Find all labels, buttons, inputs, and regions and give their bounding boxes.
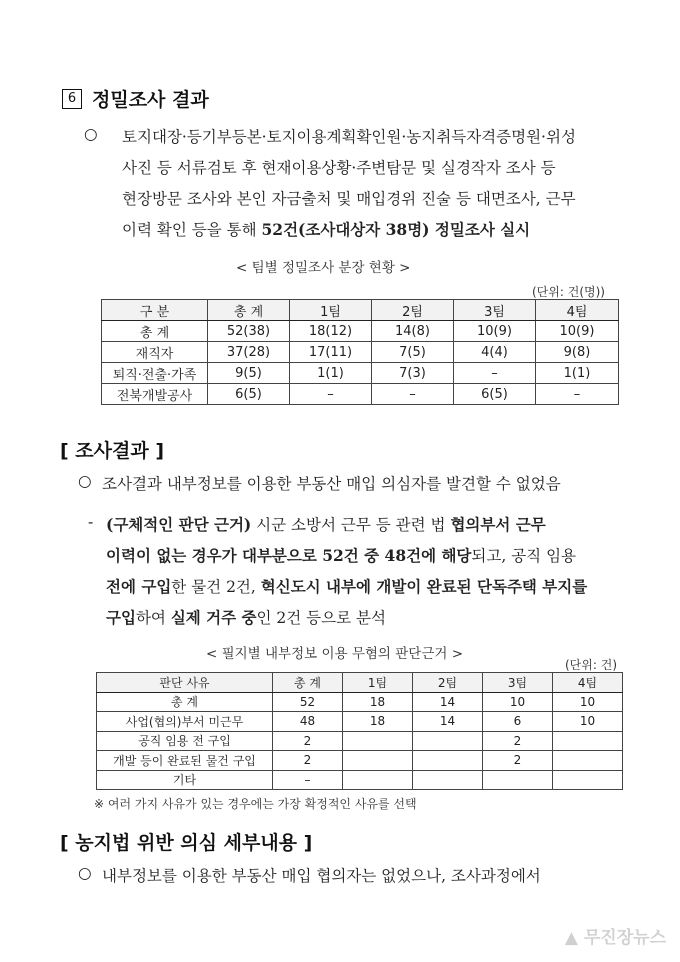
para1-line4	[122, 218, 530, 240]
header-cell: 2팀	[413, 673, 483, 693]
table-cell: 18(12)	[290, 321, 372, 342]
section-6-title: 정밀조사 결과	[92, 89, 209, 111]
table-cell: 14	[413, 692, 483, 712]
farmland-text: 내부정보를 이용한 부동산 매입 협의자는 없었으나, 조사과정에서	[102, 867, 541, 885]
table2-title: < 필지별 내부정보 이용 무혐의 판단근거 >	[206, 646, 464, 662]
result-detail-line4	[106, 606, 386, 628]
header-cell: 4팀	[553, 673, 623, 693]
table-cell: 2	[483, 751, 553, 771]
table-cell: 1(1)	[290, 363, 372, 384]
table-cell: 14(8)	[372, 321, 454, 342]
detail-text: 한 물건 2건,	[171, 578, 261, 596]
detail-bold: (구체적인 판단 근거)	[106, 515, 252, 534]
result-section-heading: [ 조사결과 ]	[60, 440, 165, 462]
table-cell: 18	[343, 712, 413, 732]
header-cell: 1팀	[290, 300, 372, 321]
table1-unit: (단위: 건(명))	[532, 285, 605, 299]
table-cell: 공직 임용 전 구입	[97, 731, 273, 751]
table-cell: –	[290, 384, 372, 405]
section-number-box: 6	[62, 89, 82, 109]
table-cell: 4(4)	[454, 342, 536, 363]
table-cell: 14	[413, 712, 483, 732]
table-row	[97, 731, 623, 751]
header-cell: 총 계	[273, 673, 343, 693]
detail-bold: 이력이 없는 경우가 대부분으로 52건 중 48건에 해당	[106, 546, 472, 565]
result-summary: 조사결과 내부정보를 이용한 부동산 매입 의심자를 발견할 수 없었음	[102, 475, 561, 493]
para1-line3: 현장방문 조사와 본인 자금출처 및 매입경위 진술 등 대면조사, 근무	[122, 190, 576, 208]
section-6-heading	[62, 85, 209, 112]
table-cell: 10(9)	[454, 321, 536, 342]
table-cell: 퇴직·전출·가족	[102, 363, 208, 384]
detail-bold: 구입	[106, 608, 136, 627]
table-cell: 전북개발공사	[102, 384, 208, 405]
table-cell: 총 계	[97, 692, 273, 712]
table-header-row	[97, 673, 623, 693]
header-cell: 총 계	[208, 300, 290, 321]
table-cell: 10	[483, 692, 553, 712]
table-row	[97, 712, 623, 732]
header-cell: 1팀	[343, 673, 413, 693]
table-cell: –	[372, 384, 454, 405]
table-cell: 총 계	[102, 321, 208, 342]
table-cell	[343, 731, 413, 751]
table-row	[102, 321, 619, 342]
header-cell: 구 분	[102, 300, 208, 321]
dash: -	[88, 513, 94, 531]
table-cell: 18	[343, 692, 413, 712]
news-watermark	[565, 923, 666, 948]
table-cell: –	[454, 363, 536, 384]
detail-text: 인 2건 등으로 분석	[256, 609, 386, 627]
table-row	[97, 770, 623, 790]
table-cell	[553, 751, 623, 771]
table-cell: 사업(협의)부서 미근무	[97, 712, 273, 732]
result-detail-line3	[106, 575, 587, 597]
table2-unit: (단위: 건)	[565, 658, 617, 672]
farmland-section-heading: [ 농지법 위반 의심 세부내용 ]	[60, 832, 313, 854]
table-cell	[413, 731, 483, 751]
table-cell: 재직자	[102, 342, 208, 363]
table-row	[97, 692, 623, 712]
detail-text: 시군 소방서 근무 등 관련 법	[251, 516, 451, 534]
header-cell: 3팀	[454, 300, 536, 321]
judgment-basis-table	[96, 672, 623, 790]
detail-bold: 실제 거주 중	[170, 608, 257, 627]
table-cell: 10	[553, 712, 623, 732]
table-row	[102, 384, 619, 405]
table-cell: 52	[273, 692, 343, 712]
table-cell	[553, 731, 623, 751]
detail-bold: 협의부서 근무	[450, 515, 546, 534]
table-cell: 개발 등이 완료된 물건 구입	[97, 751, 273, 771]
header-cell: 3팀	[483, 673, 553, 693]
table-cell	[553, 770, 623, 790]
bullet: ○	[78, 472, 92, 490]
table-cell	[413, 751, 483, 771]
watermark-logo-icon: ▲	[564, 928, 578, 948]
table2-footnote: ※ 여러 가지 사유가 있는 경우에는 가장 확정적인 사유를 선택	[94, 797, 417, 811]
para1-line4-bold: 52건(조사대상자 38명) 정밀조사 실시	[261, 220, 531, 239]
bullet: ○	[84, 125, 98, 143]
table-cell: –	[273, 770, 343, 790]
result-detail-line1	[106, 513, 546, 535]
table-cell: 9(8)	[536, 342, 619, 363]
table-cell: 37(28)	[208, 342, 290, 363]
table-cell: 17(11)	[290, 342, 372, 363]
header-cell: 4팀	[536, 300, 619, 321]
table-cell: 2	[273, 731, 343, 751]
watermark-text: 무진장뉴스	[583, 928, 666, 948]
table-cell: 9(5)	[208, 363, 290, 384]
table-cell: 7(3)	[372, 363, 454, 384]
table-cell	[343, 770, 413, 790]
table-cell	[343, 751, 413, 771]
table-cell: 2	[273, 751, 343, 771]
table-row	[102, 342, 619, 363]
para1-line4-text: 이력 확인 등을 통해	[122, 221, 262, 239]
table-cell: 6	[483, 712, 553, 732]
table-cell: 10(9)	[536, 321, 619, 342]
table-cell	[483, 770, 553, 790]
table-cell: 기타	[97, 770, 273, 790]
table-cell: 1(1)	[536, 363, 619, 384]
team-assignment-table	[101, 299, 619, 405]
detail-text: 되고, 공직 임용	[471, 547, 577, 565]
table-cell: 2	[483, 731, 553, 751]
table-cell: 6(5)	[208, 384, 290, 405]
header-cell: 2팀	[372, 300, 454, 321]
header-cell: 판단 사유	[97, 673, 273, 693]
detail-bold: 전에 구입	[106, 577, 172, 596]
table-cell: 10	[553, 692, 623, 712]
table-cell: 52(38)	[208, 321, 290, 342]
bullet: ○	[78, 864, 92, 882]
para1-line1: 토지대장·등기부등본·토지이용계획확인원·농지취득자격증명원·위성	[122, 128, 576, 146]
table-cell: 6(5)	[454, 384, 536, 405]
table1-title: < 팀별 정밀조사 분장 현황 >	[236, 260, 411, 276]
table-cell	[413, 770, 483, 790]
table-cell: –	[536, 384, 619, 405]
table-row	[102, 363, 619, 384]
detail-text: 하여	[135, 609, 171, 627]
table-header-row	[102, 300, 619, 321]
detail-bold: 혁신도시 내부에 개발이 완료된 단독주택 부지를	[260, 577, 588, 596]
table-cell: 48	[273, 712, 343, 732]
result-detail-line2	[106, 544, 576, 566]
table-cell: 7(5)	[372, 342, 454, 363]
para1-line2: 사진 등 서류검토 후 현재이용상황·주변탐문 및 실경작자 조사 등	[122, 159, 556, 177]
table-row	[97, 751, 623, 771]
